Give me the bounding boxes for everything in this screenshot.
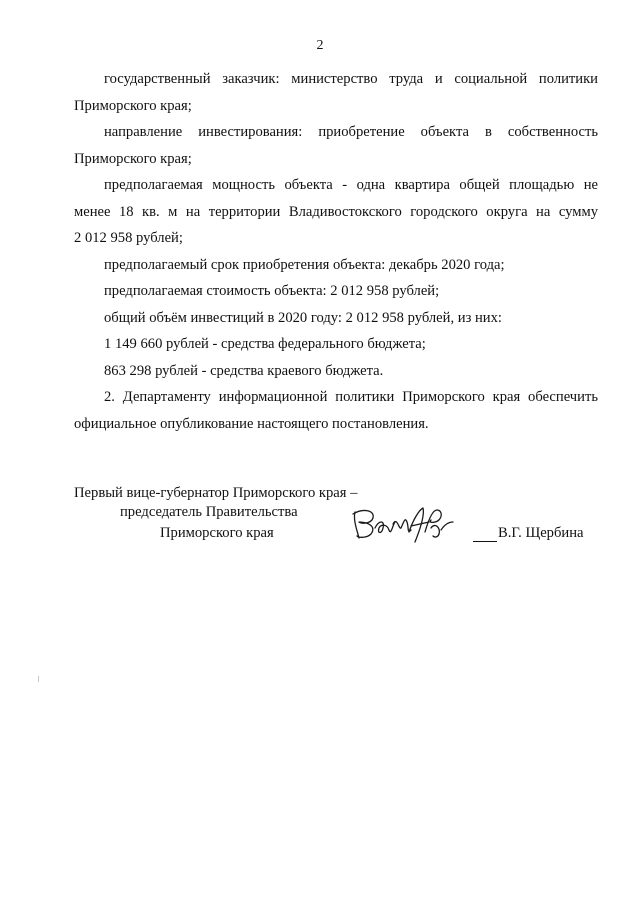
customer-paragraph-line-2: Приморского края;	[74, 97, 192, 114]
signer-name: В.Г. Щербина	[498, 525, 584, 541]
signature-block	[74, 484, 604, 554]
scan-artifact-mark	[38, 676, 39, 682]
federal-budget-paragraph: 1 149 660 рублей - средства федерального бюджета;	[104, 336, 426, 352]
direction-paragraph-line-2: Приморского края;	[74, 150, 192, 167]
capacity-paragraph-line-2: менее 18 кв. м на территории Владивостокского городского округа на сумму	[74, 203, 598, 220]
document-body	[74, 66, 598, 437]
investment-paragraph: общий объём инвестиций в 2020 году: 2 012 958 рублей, из них:	[104, 309, 502, 326]
regional-budget-paragraph: 863 298 рублей - средства краевого бюджета.	[104, 362, 384, 379]
item2-paragraph-line-1: 2. Департаменту информационной политики Приморского края обеспечить	[104, 389, 598, 405]
term-paragraph: предполагаемый срок приобретения объекта: декабрь 2020 года;	[104, 256, 505, 273]
handwritten-signature	[349, 502, 467, 546]
direction-paragraph-line-1: направление инвестирования: приобретение объекта в собственность	[104, 124, 598, 140]
signer-position-line-3: Приморского края	[160, 525, 274, 541]
customer-paragraph-line-1: государственный заказчик: министерство труда и социальной политики	[104, 71, 598, 87]
item2-paragraph-line-2: официальное опубликование настоящего постановления.	[74, 415, 429, 432]
cost-paragraph: предполагаемая стоимость объекта: 2 012 958 рублей;	[104, 283, 440, 299]
page-number: 2	[316, 38, 324, 53]
signer-position-line-2: председатель Правительства	[120, 504, 298, 520]
capacity-paragraph-line-1: предполагаемая мощность объекта - одна квартира общей площадью не	[104, 177, 598, 193]
signer-position-line-1: Первый вице-губернатор Приморского края –	[74, 485, 358, 501]
capacity-paragraph-line-3: 2 012 958 рублей;	[74, 230, 183, 246]
signature-underline	[473, 541, 497, 542]
